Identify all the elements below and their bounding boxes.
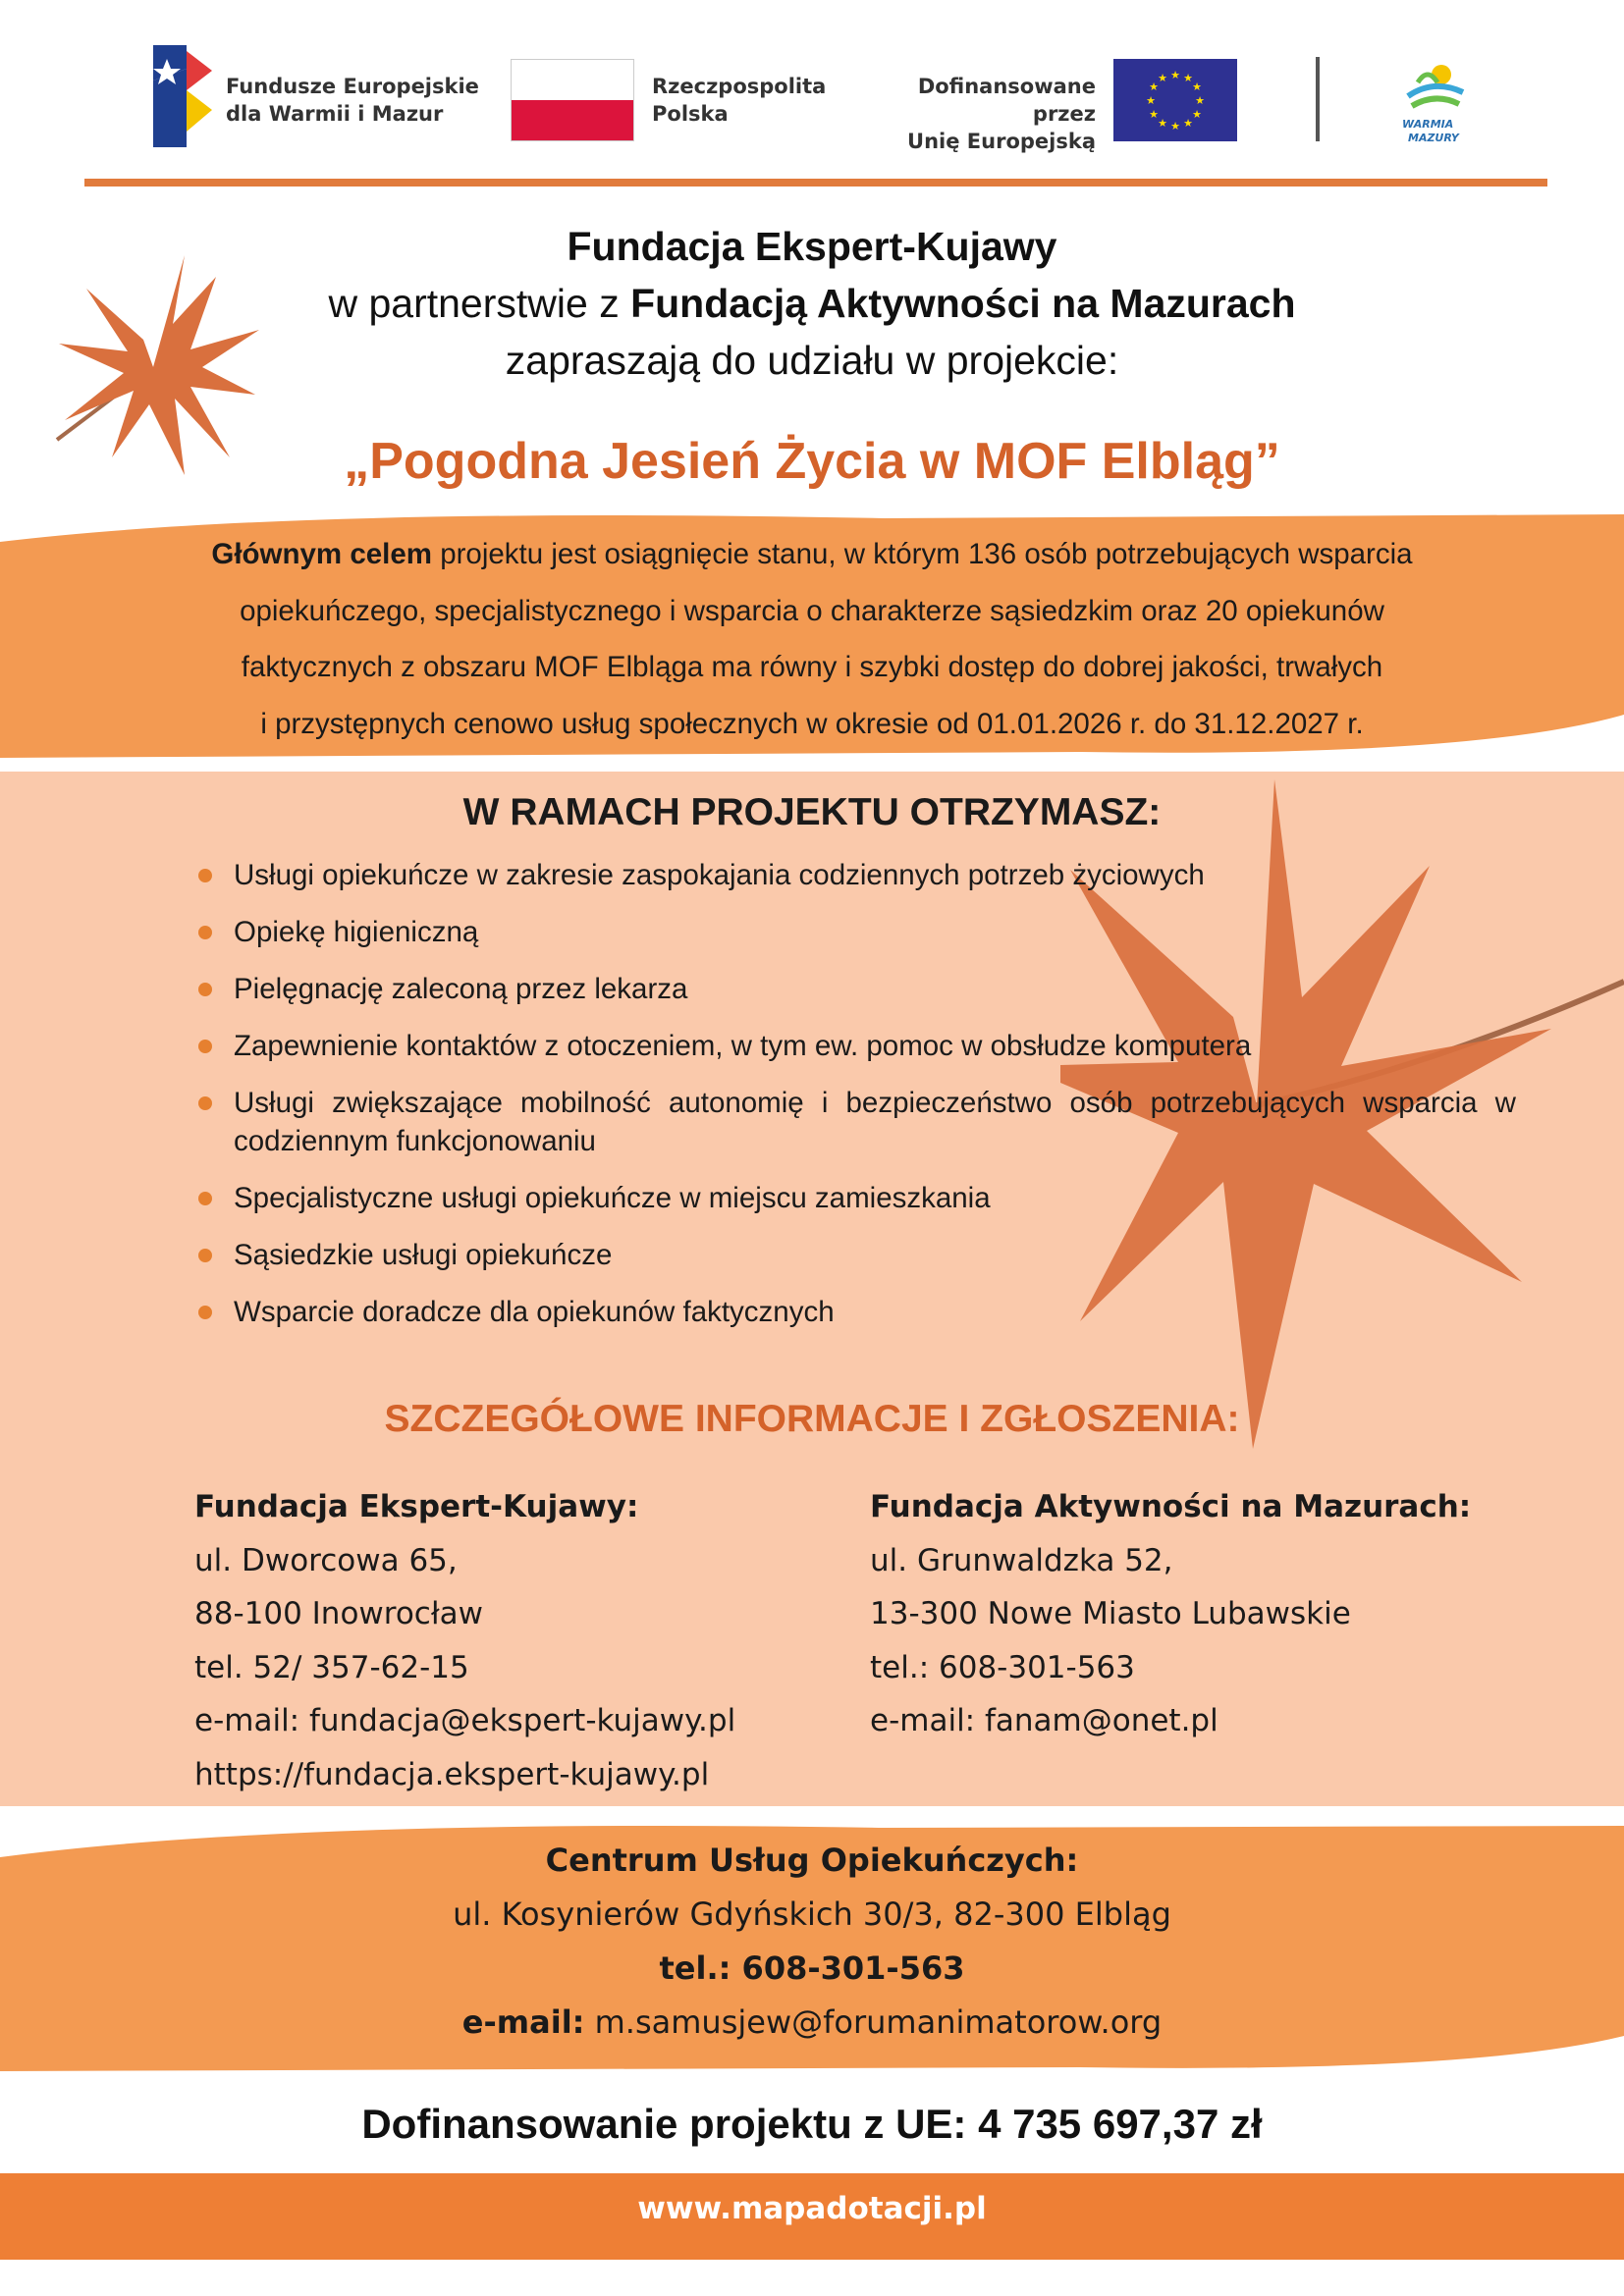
contact-ekspert-kujawy [194, 1480, 735, 1801]
goal-line-4: i przystępnych cenowo usług społecznych w okresie od 01.01.2026 r. do 31.12.2027 r. [260, 707, 1364, 740]
header-rule [84, 179, 1547, 187]
list-item-text: Specjalistyczne usługi opiekuńcze w miejscu zamieszkania [234, 1182, 991, 1214]
list-item-text: Pielęgnację zaleconą przez lekarza [234, 973, 688, 1005]
contact-email[interactable]: e-mail: fundacja@ekspert-kujawy.pl [194, 1703, 736, 1738]
list-item [192, 1293, 1518, 1331]
care-center-name: Centrum Usług Opiekuńczych: [545, 1842, 1079, 1879]
care-center-info [0, 1834, 1624, 2050]
fundusze-europejskie-text: Fundusze Europejskie dla Warmii i Mazur [226, 75, 479, 126]
svg-text:★: ★ [1149, 108, 1159, 121]
rzeczpospolita-polska-text: Rzeczpospolita Polska [652, 75, 827, 126]
list-item [192, 1084, 1516, 1160]
goal-lead: Głównym celem [211, 538, 432, 570]
list-item-text: Sąsiedzkie usługi opiekuńcze [234, 1239, 613, 1271]
contact-street: ul. Dworcowa 65, [194, 1542, 458, 1578]
contact-phone: tel.: 608-301-563 [870, 1649, 1135, 1685]
svg-text:★: ★ [1158, 117, 1167, 130]
svg-text:★: ★ [1170, 120, 1180, 133]
list-item [192, 913, 1518, 951]
bullet-icon [198, 983, 212, 996]
goal-line-3: faktycznych z obszaru MOF Elbląga ma równy i szybki dostęp do dobrej jakości, trwałych [241, 651, 1383, 683]
list-item-text: Usługi zwiększające mobilność autonomię i bezpieczeństwo osób potrzebujących wsparcia w codziennym funkcjonowaniu [234, 1087, 1516, 1157]
bullet-icon [198, 1306, 212, 1319]
eu-flag-icon [1113, 59, 1237, 141]
svg-text:★: ★ [1183, 72, 1193, 84]
contact-name: Fundacja Ekspert-Kujawy: [194, 1489, 639, 1524]
email-label: e-mail: [461, 2003, 585, 2041]
svg-text:★: ★ [1183, 117, 1193, 130]
project-title: „Pogodna Jesień Życia w MOF Elbląg” [344, 433, 1280, 490]
svg-text:MAZURY: MAZURY [1408, 132, 1459, 144]
care-center-email[interactable] [0, 1996, 1624, 2050]
contact-website-link[interactable]: https://fundacja.ekspert-kujawy.pl [194, 1756, 710, 1792]
partner-line [0, 281, 1624, 327]
bullet-icon [198, 926, 212, 939]
partner-prefix: w partnerstwie z [328, 281, 631, 326]
list-item-text: Opiekę higieniczną [234, 916, 479, 948]
eu-cofinanced-text: Dofinansowane przez Unię Europejską [907, 75, 1096, 153]
goal-line-1: projektu jest osiągnięcie stanu, w którym 136 osób potrzebujących wsparcia [432, 538, 1413, 570]
list-item-text: Usługi opiekuńcze w zakresie zaspokajania codziennych potrzeb życiowych [234, 859, 1205, 891]
contact-phone: tel. 52/ 357-62-15 [194, 1649, 469, 1685]
invite-text: zapraszają do udziału w projekcie: [505, 338, 1119, 383]
project-goal-text [108, 526, 1516, 752]
contact-city: 13-300 Nowe Miasto Lubawskie [870, 1596, 1351, 1631]
contact-street: ul. Grunwaldzka 52, [870, 1542, 1173, 1578]
care-center-phone: tel.: 608-301-563 [659, 1949, 965, 1987]
benefits-heading: W RAMACH PROJEKTU OTRZYMASZ: [462, 791, 1162, 833]
goal-line-2: opiekuńczego, specjalistycznego i wsparcia o charakterze sąsiedzkim oraz 20 opiekunów [240, 594, 1384, 627]
list-item [192, 1179, 1518, 1217]
list-item [192, 970, 1518, 1008]
svg-text:★: ★ [1195, 94, 1205, 107]
svg-text:★: ★ [1192, 108, 1202, 121]
polish-flag-icon [511, 59, 634, 141]
organizer-name: Fundacja Ekspert-Kujawy [567, 224, 1057, 269]
email-value[interactable]: m.samusjew@forumanimatorow.org [584, 2003, 1163, 2041]
svg-text:★: ★ [1149, 80, 1159, 93]
svg-text:WARMIA: WARMIA [1402, 118, 1454, 131]
benefits-list [192, 856, 1518, 1350]
list-item [192, 1236, 1518, 1274]
footer-website-link[interactable]: www.mapadotacji.pl [637, 2191, 987, 2226]
list-item [192, 1027, 1518, 1065]
bullet-icon [198, 1040, 212, 1053]
list-item [192, 856, 1518, 894]
list-item-text: Wsparcie doradcze dla opiekunów faktycznych [234, 1296, 835, 1328]
contact-aktywnosci-mazury [870, 1480, 1471, 1748]
bullet-icon [198, 869, 212, 882]
bullet-icon [198, 1192, 212, 1205]
header-divider [1316, 57, 1320, 141]
warmia-mazury-logo-icon [1394, 53, 1483, 147]
svg-text:★: ★ [1146, 94, 1156, 107]
partner-name: Fundacją Aktywności na Mazurach [630, 281, 1296, 326]
svg-text:★: ★ [1170, 69, 1180, 81]
info-heading: SZCZEGÓŁOWE INFORMACJE I ZGŁOSZENIA: [384, 1398, 1240, 1440]
bullet-icon [198, 1249, 212, 1262]
list-item-text: Zapewnienie kontaktów z otoczeniem, w tym ew. pomoc w obsłudze komputera [234, 1030, 1252, 1062]
care-center-address: ul. Kosynierów Gdyńskich 30/3, 82-300 Elbląg [453, 1896, 1171, 1933]
svg-text:★: ★ [1192, 80, 1202, 93]
funding-amount: Dofinansowanie projektu z UE: 4 735 697,37 zł [361, 2101, 1263, 2147]
contact-name: Fundacja Aktywności na Mazurach: [870, 1489, 1472, 1524]
svg-text:★: ★ [1158, 72, 1167, 84]
contact-email[interactable]: e-mail: fanam@onet.pl [870, 1703, 1218, 1738]
contact-city: 88-100 Inowrocław [194, 1596, 484, 1631]
fundusze-europejskie-logo-icon [147, 41, 218, 151]
bullet-icon [198, 1096, 212, 1110]
